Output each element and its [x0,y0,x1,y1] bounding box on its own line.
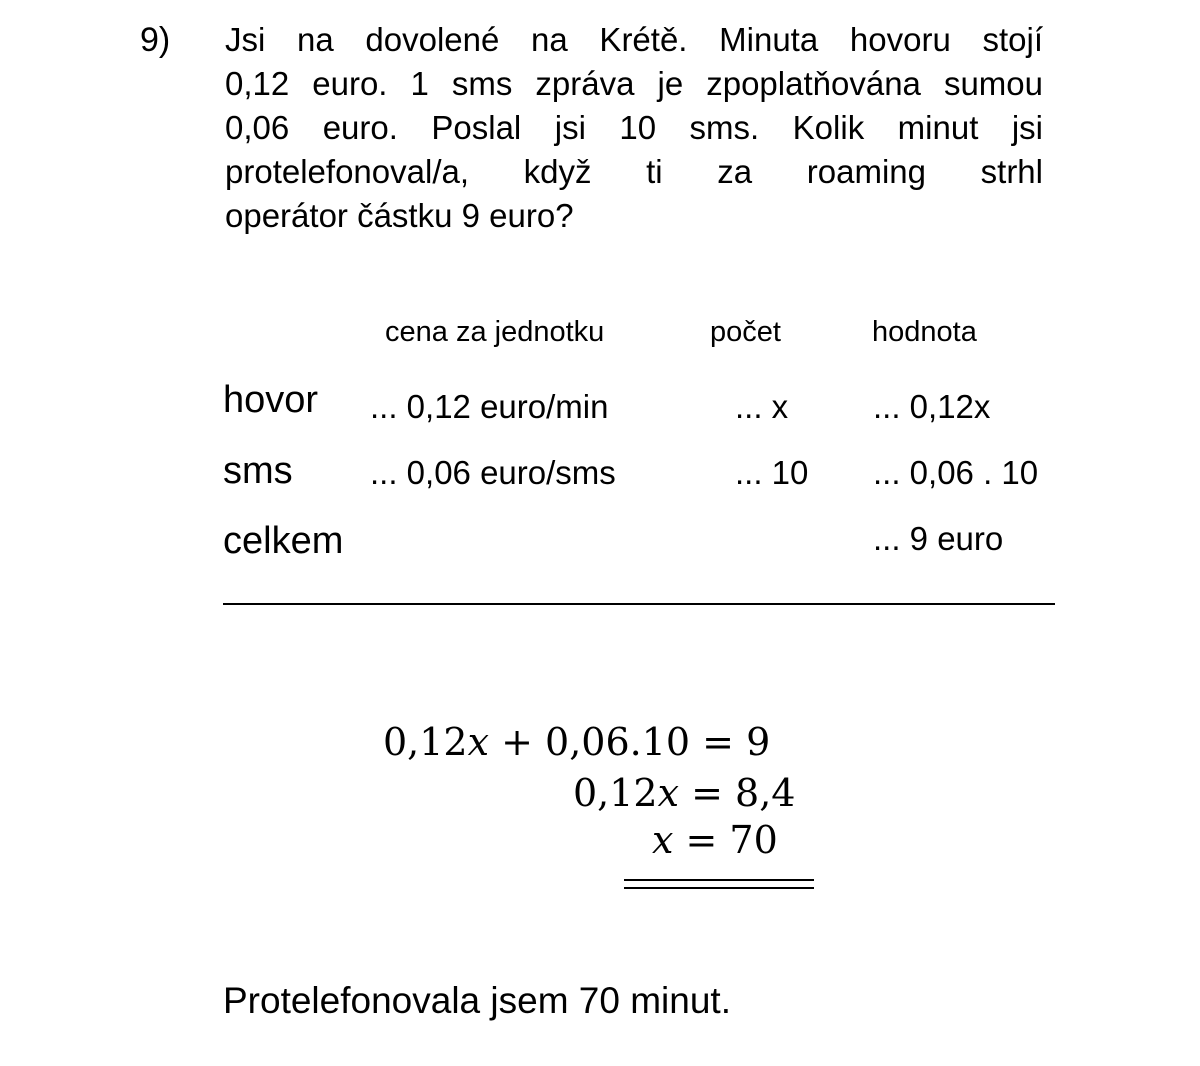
result-underline-top [624,879,814,881]
eq-variable: x [467,720,490,764]
equation-line-3 [652,816,778,864]
answer-sentence: Protelefonovala jsem 70 minut. [223,980,731,1021]
cell-value: ... 0,12x [873,388,991,425]
cell-value: ... 0,06 . 10 [873,454,1039,491]
result-underline-bottom [624,887,814,889]
problem-line: protelefonoval/a, když ti za roaming strhl [225,153,1043,190]
eq-variable: x [652,818,674,862]
problem-line: 0,12 euro. 1 sms zpráva je zpoplatňována sumou [225,65,1043,102]
equation-line-1 [383,718,770,766]
cell-count: ... 10 [735,454,809,491]
cell-count: ... x [735,388,789,425]
problem-line: Jsi na dovolené na Krétě. Minuta hovoru stojí [225,21,1043,58]
row-label-celkem: celkem [223,520,344,562]
eq-coef: 0,12 [573,771,658,815]
header-value: hodnota [872,316,977,348]
problem-line: operátor částku 9 euro? [225,197,574,234]
row-label-sms: sms [223,450,293,492]
eq-rest: = 70 [673,818,778,862]
eq-rest: = 8,4 [679,771,796,815]
row-label-hovor: hovor [223,379,319,421]
equation-line-2 [573,769,795,817]
header-count: počet [710,316,781,348]
eq-rest: + 0,06.10 = 9 [489,720,771,764]
problem-line: 0,06 euro. Poslal jsi 10 sms. Kolik minut jsi [225,109,1043,146]
problem-statement [225,18,1043,238]
cell-value: ... 9 euro [873,520,1004,557]
problem-number: 9) [140,21,171,59]
cell-unit-price: ... 0,12 euro/min [370,388,609,425]
eq-variable: x [657,771,680,815]
eq-coef: 0,12 [383,720,468,764]
cell-unit-price: ... 0,06 euro/sms [370,454,616,491]
table-divider [223,603,1055,605]
header-unit-price: cena za jednotku [385,316,605,348]
